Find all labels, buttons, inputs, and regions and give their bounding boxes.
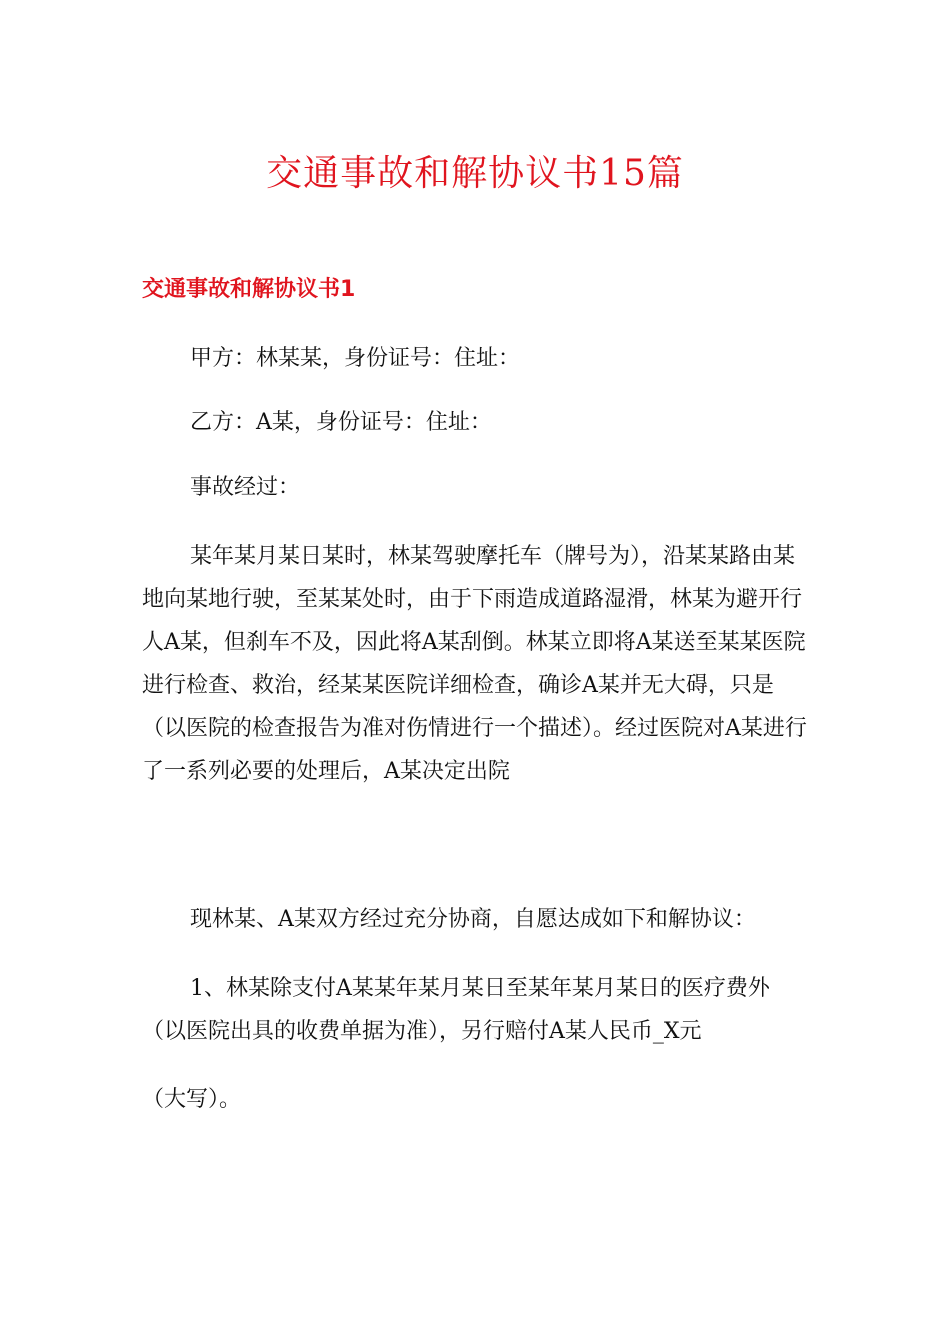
section-heading: 交通事故和解协议书1 [142, 277, 356, 302]
clause-1-paragraph: 1、林某除支付A某某年某月某日至某年某月某日的医疗费外（以医院出具的收费单据为准），另行赔付A某人民币_X元 [142, 976, 770, 1044]
party-a-line: 甲方：林某某，身份证号：住址： [190, 346, 521, 371]
agreement-intro-paragraph: 现林某、A某双方经过充分协商，自愿达成如下和解协议： [190, 907, 756, 932]
accident-detail-paragraph: 某年某月某日某时，林某驾驶摩托车（牌号为），沿某某路由某地向某地行驶，至某某处时，由于下雨造成道路湿滑，林某为避开行人A某，但刹车不及，因此将A某刮倒。林某立即将A某送至某某医院进行检查、救治，经某某医院详细检查，确诊A某并无大碍，只是（以医院的检查报告为准对伤情进行一个描述）。经过医院对A某进行了一系列必要的处理后，A某决定出院 [142, 544, 807, 784]
party-b-line: 乙方：A某，身份证号：住址： [190, 410, 492, 435]
accident-label: 事故经过： [190, 475, 301, 500]
clause-1-tail: （大写）。 [142, 1087, 242, 1112]
document-title: 交通事故和解协议书15篇 [266, 153, 684, 194]
